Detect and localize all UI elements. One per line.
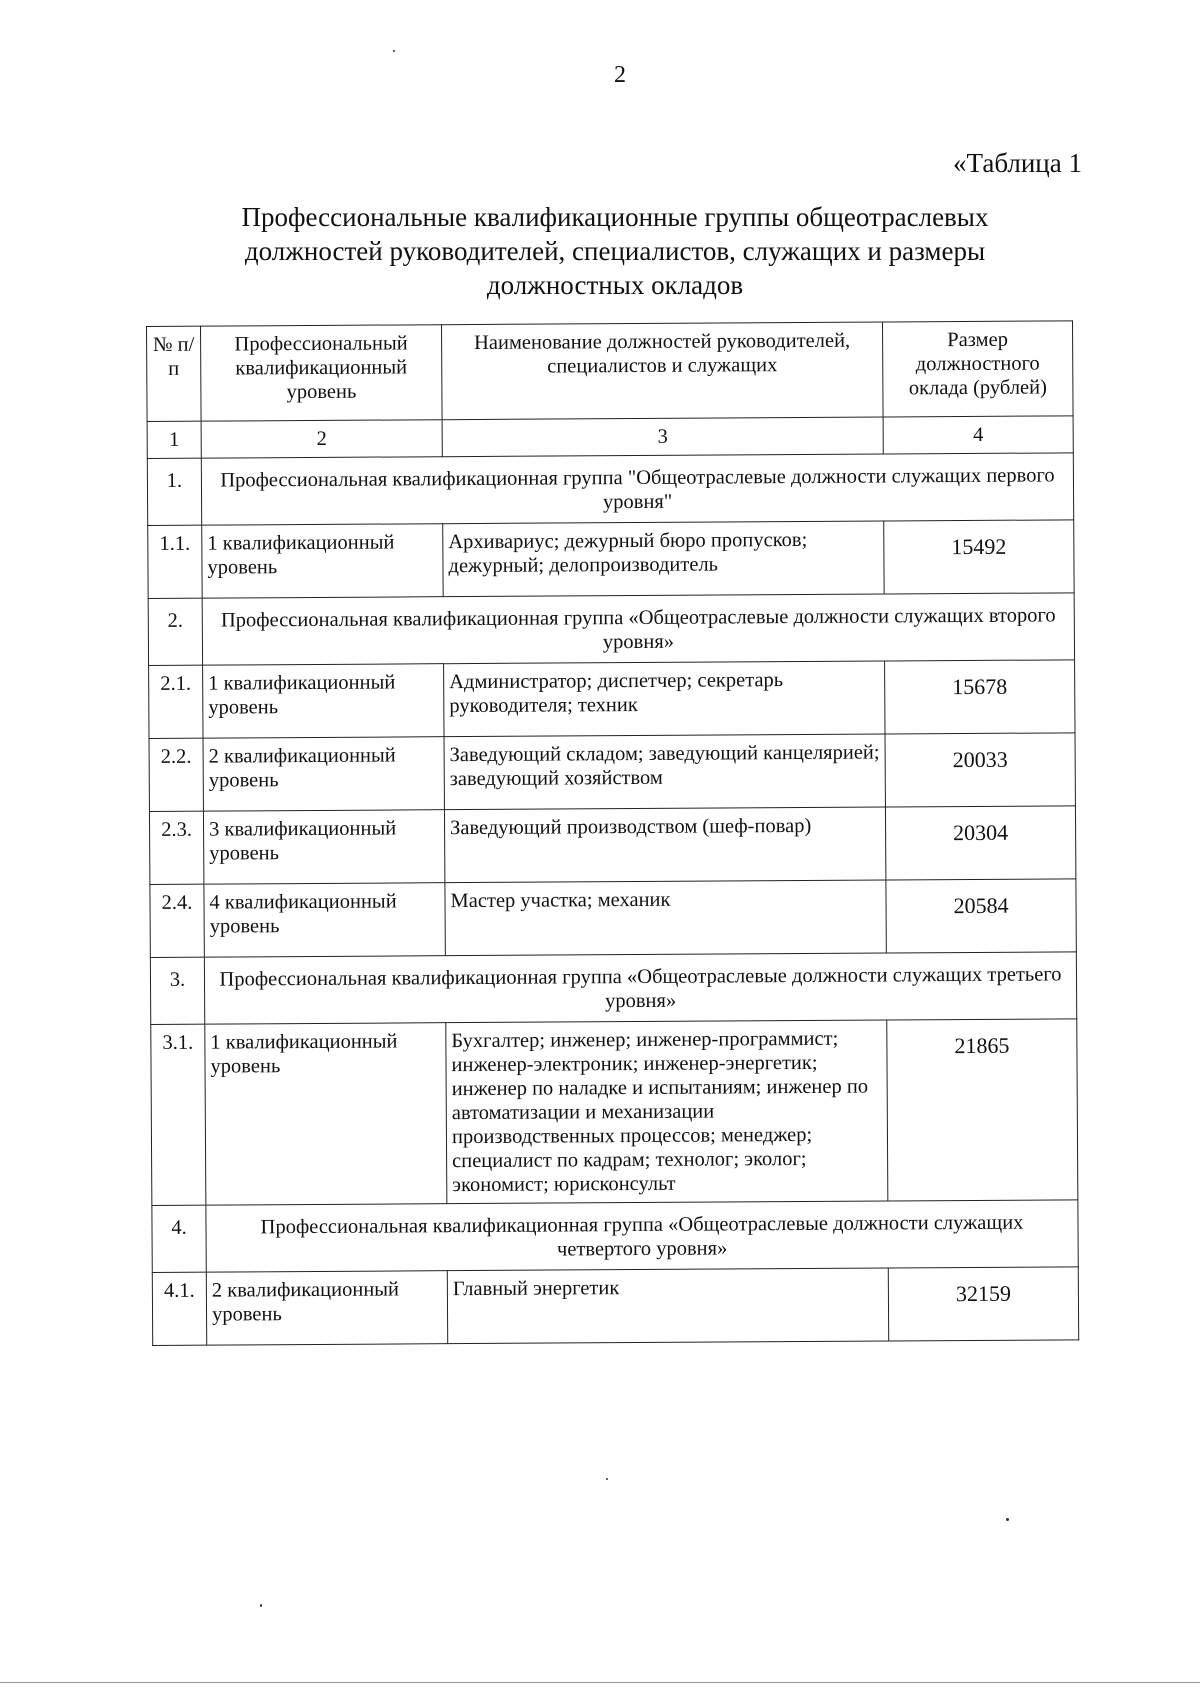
salary: 20304 (885, 806, 1075, 880)
scan-speck (1006, 1518, 1009, 1521)
positions: Администратор; диспетчер; секретарь руководителя; техник (444, 661, 885, 737)
qualification-level: 1 квалификационный уровень (203, 664, 444, 738)
qualification-level: 1 квалификационный уровень (202, 524, 443, 598)
table-row (150, 879, 1076, 958)
column-number: 2 (201, 420, 442, 458)
table-row (148, 520, 1074, 599)
scan-speck (393, 50, 395, 52)
column-numbers-row (147, 416, 1073, 459)
group-row (152, 1200, 1078, 1273)
qualification-level: 4 квалификационный уровень (204, 883, 445, 957)
table-row (151, 1019, 1078, 1206)
row-number: 1.1. (148, 525, 202, 598)
column-number: 3 (442, 417, 883, 457)
table-header-row (147, 321, 1074, 422)
group-row (148, 593, 1074, 666)
positions: Заведующий складом; заведующий канцелярией; заведующий хозяйством (444, 734, 885, 810)
positions: Архивариус; дежурный бюро пропусков; дежурный; делопроизводитель (443, 521, 884, 597)
qualification-level: 3 квалификационный уровень (203, 810, 444, 884)
column-number: 4 (883, 416, 1073, 454)
group-row (147, 453, 1073, 526)
row-number: 3.1. (151, 1024, 206, 1205)
header-num: № п/п (147, 326, 202, 421)
title-line: Профессиональные квалификационные группы общеотраслевых (241, 202, 989, 232)
qualification-level: 1 квалификационный уровень (205, 1023, 447, 1205)
scan-edge-line (0, 1682, 1200, 1683)
salary: 15492 (884, 520, 1074, 594)
salary: 21865 (887, 1019, 1078, 1201)
row-number: 4.1. (152, 1272, 206, 1345)
table-row (149, 660, 1075, 739)
group-title: Профессиональная квалификационная группа «Общеотраслевые должности служащих третьего уровня» (204, 952, 1076, 1024)
qualification-level: 2 квалификационный уровень (203, 737, 444, 811)
salary: 15678 (885, 660, 1075, 734)
header-salary: Размер должностного оклада (рублей) (882, 321, 1073, 417)
group-title: Профессиональная квалификационная группа «Общеотраслевые должности служащих второго уровня» (202, 593, 1074, 665)
group-row (150, 952, 1076, 1025)
salary: 32159 (888, 1267, 1078, 1341)
table-label: «Таблица 1 (953, 148, 1082, 178)
salary: 20033 (885, 733, 1075, 807)
salary-table (146, 320, 1079, 1346)
group-number: 2. (148, 598, 202, 665)
row-number: 2.3. (149, 811, 203, 884)
table-row (149, 806, 1075, 885)
group-number: 3. (150, 957, 204, 1024)
positions: Бухгалтер; инженер; инженер-программист; инженер-электроник; инженер-энергетик; инженер по наладке и испытаниям; инженер по автоматизации и механизации производственных процессов; менеджер; специалист по кадрам; технолог; эколог; экономист; юрисконсульт (446, 1020, 888, 1204)
document-title (150, 200, 1080, 302)
page-number: 2 (614, 62, 626, 88)
scan-speck (606, 1478, 608, 1480)
group-number: 4. (152, 1205, 206, 1272)
table-row (149, 733, 1075, 812)
title-line: должностей руководителей, специалистов, служащих и размеры (244, 236, 986, 266)
row-number: 2.2. (149, 738, 203, 811)
row-number: 2.1. (149, 665, 203, 738)
positions: Заведующий производством (шеф-повар) (444, 807, 885, 883)
salary: 20584 (886, 879, 1076, 953)
table-row (152, 1267, 1078, 1346)
title-line: должностных окладов (486, 270, 744, 300)
header-name: Наименование должностей руководителей, специалистов и служащих (441, 322, 883, 420)
qualification-level: 2 квалификационный уровень (206, 1271, 447, 1345)
group-title: Профессиональная квалификационная группа "Общеотраслевые должности служащих первого уровня" (201, 453, 1073, 525)
positions: Главный энергетик (447, 1268, 888, 1344)
column-number: 1 (147, 421, 201, 458)
positions: Мастер участка; механик (445, 880, 886, 956)
group-title: Профессиональная квалификационная группа «Общеотраслевые должности служащих четвертого уровня» (206, 1200, 1078, 1272)
group-number: 1. (147, 458, 201, 525)
header-level: Профессиональный квалификационный уровень (201, 325, 443, 421)
row-number: 2.4. (150, 884, 204, 957)
scan-speck (260, 1604, 262, 1607)
